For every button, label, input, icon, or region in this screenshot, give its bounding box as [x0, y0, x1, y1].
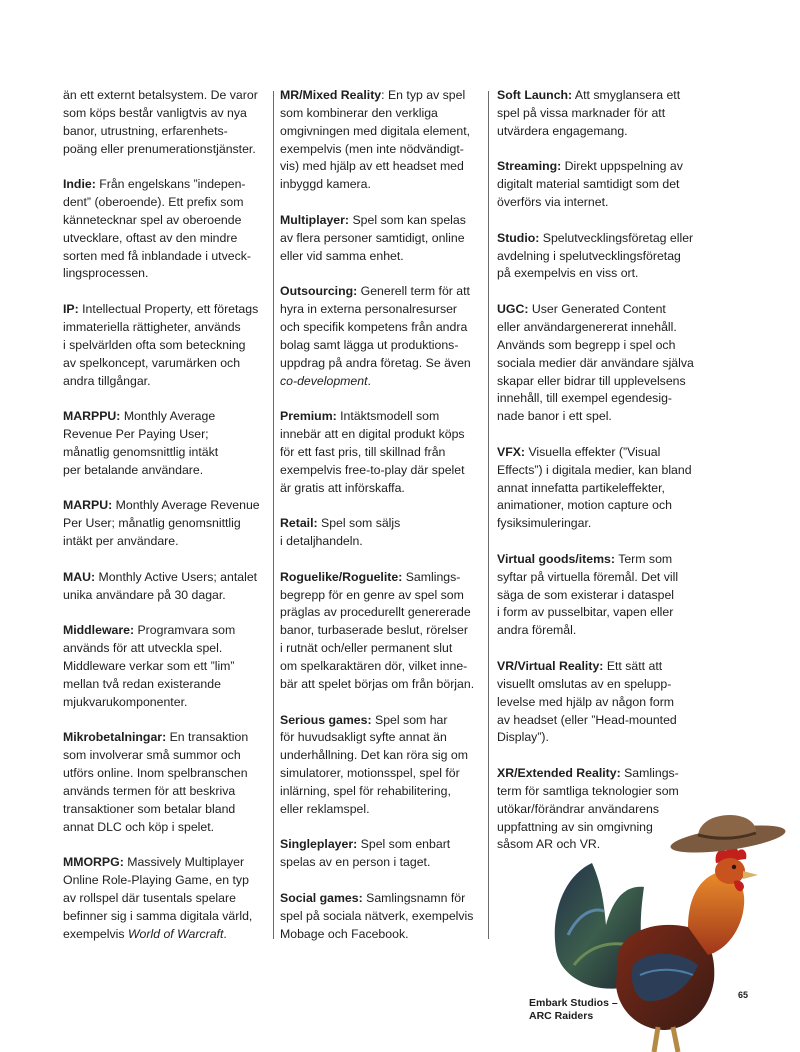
entry-line: [497, 319, 702, 337]
glossary-term: Mikrobetalningar:: [63, 730, 167, 745]
definition-text: än ett externt betalsystem. De varor: [63, 88, 258, 102]
definition-text: lingsprocessen.: [63, 266, 149, 281]
entry-line: [280, 676, 480, 694]
glossary-term: Multiplayer:: [280, 212, 350, 227]
glossary-term: Social games:: [280, 890, 363, 905]
glossary-term: Retail:: [280, 516, 318, 531]
definition-text: Att smyglansera ett: [574, 88, 681, 102]
entry-line: [63, 658, 263, 676]
glossary-term: Outsourcing:: [280, 284, 358, 299]
entry-line: [280, 747, 480, 765]
definition-text: fysiksimuleringar.: [497, 516, 592, 531]
glossary-entry: [497, 158, 702, 212]
definition-text: eller vid samma enhet.: [280, 248, 404, 263]
glossary-term: Serious games:: [280, 712, 372, 727]
entry-line: [280, 604, 480, 622]
entry-line: [497, 176, 702, 194]
definition-text: används termen för att beskriva: [63, 783, 236, 798]
definition-text: andra tillgångar.: [63, 373, 151, 388]
entry-line: [63, 230, 263, 248]
entry-line: [280, 783, 480, 801]
definition-text: Intäktsmodell som: [340, 409, 440, 424]
entry-line: [497, 373, 702, 391]
definition-text: simulatorer, motionsspel, spel för: [280, 766, 460, 781]
entry-line: [63, 497, 263, 515]
entry-line: [63, 569, 263, 587]
punctuation: .: [223, 926, 227, 941]
entry-line: [63, 801, 263, 819]
entry-line: [280, 890, 480, 908]
entry-line: [63, 265, 263, 283]
glossary-entry: [63, 176, 263, 283]
entry-line: [63, 141, 263, 159]
definition-text: Generell term för att: [360, 284, 470, 299]
glossary-entry: [497, 444, 702, 533]
glossary-term: MR/Mixed Reality: [280, 88, 382, 102]
glossary-term: MMORPG:: [63, 855, 124, 870]
entry-line: [280, 569, 480, 587]
definition-text: sorten med få inblandade i utveck-: [63, 248, 251, 263]
glossary-entry: [280, 569, 480, 694]
entry-line: [497, 515, 702, 533]
glossary-entry: [280, 515, 480, 551]
entry-line: [497, 569, 702, 587]
definition-text: spel på sociala nätverk, exempelvis: [280, 908, 474, 923]
definition-text: Monthly Average Revenue: [115, 498, 260, 513]
entry-line: [280, 640, 480, 658]
entry-line: [63, 373, 263, 391]
entry-line: [497, 729, 702, 747]
definition-text: Spel som kan spelas: [352, 212, 466, 227]
entry-line: [63, 248, 263, 266]
glossary-term: XR/Extended Reality:: [497, 766, 621, 781]
definition-text: används för att utveckla spel.: [63, 641, 223, 656]
glossary-entry: [280, 283, 480, 390]
entry-line: [280, 87, 480, 105]
definition-text: Middleware verkar som ett ”lim”: [63, 659, 235, 673]
entry-line: [63, 890, 263, 908]
entry-line: [497, 712, 702, 730]
definition-text: utförs online. Inom spelbranschen: [63, 766, 248, 781]
entry-line: [280, 212, 480, 230]
entry-line: [280, 105, 480, 123]
definition-text: av headset (eller ”Head-mounted: [497, 712, 677, 727]
glossary-term: IP:: [63, 302, 79, 317]
definition-text: Monthly Active Users; antalet: [98, 569, 258, 584]
glossary-term: Premium:: [280, 409, 337, 424]
entry-line: [280, 533, 480, 551]
entry-line: [280, 426, 480, 444]
definition-text: Samlings-: [624, 766, 679, 781]
entry-line: [63, 194, 263, 212]
entry-line: [63, 515, 263, 533]
glossary-entry: [280, 212, 480, 266]
definition-text: uppfattning av sin omgivning: [497, 819, 653, 834]
entry-line: [63, 301, 263, 319]
definition-text: transaktioner som betalar bland: [63, 801, 236, 816]
glossary-entry: [63, 729, 263, 836]
glossary-term: Indie:: [63, 177, 96, 192]
caption-studio: Embark Studios –: [529, 997, 618, 1009]
entry-line: [497, 658, 702, 676]
entry-line: [497, 123, 702, 141]
glossary-entry: [497, 551, 702, 640]
entry-line: [280, 444, 480, 462]
entry-line: [63, 765, 263, 783]
definition-text: digitalt material samtidigt som det: [497, 177, 680, 192]
entry-line: [497, 444, 702, 462]
entry-line: [280, 622, 480, 640]
entry-line: [280, 836, 480, 854]
definition-text: spelas av en person i taget.: [280, 855, 431, 870]
definition-text: Monthly Average: [123, 409, 216, 424]
entry-line: [280, 462, 480, 480]
definition-text: Samlingsnamn för: [366, 890, 466, 905]
entry-line: [280, 141, 480, 159]
glossary-entry: [63, 408, 263, 479]
entry-line: [63, 676, 263, 694]
definition-text: kännetecknar spel av oberoende: [63, 212, 242, 227]
definition-text: Spel som enbart: [360, 837, 451, 852]
definition-text: annat innefatta partikeleffekter,: [497, 480, 665, 495]
entry-line: [63, 212, 263, 230]
glossary-entry: [280, 408, 480, 497]
italic-reference: World of Warcraft: [127, 926, 224, 941]
definition-text: banor, turbaserade beslut, rörelser: [280, 623, 468, 638]
definition-text: levelse med hjälp av någon form: [497, 694, 675, 709]
entry-line: [280, 587, 480, 605]
definition-text: som köps består vanligtvis av nya: [63, 105, 247, 120]
glossary-entry: [63, 854, 263, 943]
glossary-entry: [280, 712, 480, 819]
definition-text: i rutnät och/eller permanent slut: [280, 641, 453, 656]
entry-line: [63, 87, 263, 105]
definition-text: poäng eller prenumerationstjänster.: [63, 141, 256, 156]
definition-text: av spelkoncept, varumärken och: [63, 355, 241, 370]
punctuation: .: [367, 373, 371, 388]
definition-text: exempelvis (men inte nödvändigt-: [280, 141, 464, 156]
definition-text: omgivningen med digitala element,: [280, 123, 471, 138]
entry-line: [497, 105, 702, 123]
definition-text: avdelning i spelutvecklingsföretag: [497, 248, 681, 263]
glossary-term: MARPU:: [63, 498, 113, 513]
glossary-entry: [280, 890, 480, 944]
entry-line: [497, 587, 702, 605]
entry-line: [280, 176, 480, 194]
glossary-entry: [497, 230, 702, 284]
entry-line: [280, 373, 480, 391]
definition-text: hyra in externa personalresurser: [280, 302, 458, 317]
glossary-term: UGC:: [497, 302, 529, 317]
entry-line: [497, 408, 702, 426]
definition-text: för huvudsakligt syfte annat än: [280, 730, 447, 745]
entry-line: [63, 622, 263, 640]
entry-line: [497, 783, 702, 801]
entry-line: [497, 694, 702, 712]
definition-text: på exempelvis en viss ort.: [497, 266, 639, 281]
definition-text: Massively Multiplayer: [127, 855, 245, 870]
entry-line: [280, 712, 480, 730]
definition-text: är gratis att införskaffa.: [280, 480, 405, 495]
entry-line: [63, 854, 263, 872]
entry-line: [280, 123, 480, 141]
definition-text: sociala medier där användare själva: [497, 355, 694, 370]
definition-text: Term som: [618, 551, 673, 566]
entry-line: [497, 355, 702, 373]
definition-text: i detaljhandeln.: [280, 534, 363, 549]
entry-line: [280, 765, 480, 783]
entry-line: [63, 176, 263, 194]
definition-text: utvecklare, oftast av den mindre: [63, 230, 238, 245]
definition-text: såsom AR och VR.: [497, 837, 601, 852]
definition-text: exempelvis free-to-play där spelet: [280, 462, 465, 477]
definition-text: mellan två redan existerande: [63, 676, 221, 691]
column-rule-1: [273, 91, 274, 939]
definition-text: säga de som existerar i dataspel: [497, 587, 675, 602]
entry-line: [497, 194, 702, 212]
definition-text: av rollspel där tusentals spelare: [63, 890, 236, 905]
glossary-term: Studio:: [497, 230, 540, 245]
entry-line: [497, 337, 702, 355]
rooster-beak: [743, 871, 758, 879]
definition-text: annat DLC och köp i spelet.: [63, 819, 215, 834]
definition-text: Online Role-Playing Game, en typ: [63, 873, 249, 888]
entry-line: [497, 301, 702, 319]
entry-line: [63, 587, 263, 605]
entry-line: [280, 658, 480, 676]
entry-line: [63, 426, 263, 444]
glossary-entry: [497, 658, 702, 747]
page-number: 65: [738, 990, 749, 1000]
definition-text: befinner sig i samma digitala värld,: [63, 908, 253, 923]
definition-text: Från engelskans ”indepen-: [99, 177, 246, 192]
definition-text: överförs via internet.: [497, 195, 609, 210]
definition-text: månatlig genomsnittlig intäkt: [63, 444, 219, 459]
definition-text: Direkt uppspelning av: [564, 159, 683, 174]
entry-line: [497, 551, 702, 569]
definition-text: User Generated Content: [531, 302, 666, 317]
definition-text: nade banor i ett spel.: [497, 409, 612, 424]
glossary-entry: [63, 301, 263, 390]
entry-line: [497, 676, 702, 694]
entry-line: [497, 480, 702, 498]
entry-line: [280, 283, 480, 301]
glossary-term: Streaming:: [497, 159, 562, 174]
entry-line: [280, 854, 480, 872]
definition-text: för ett fast pris, till skillnad från: [280, 444, 446, 459]
definition-text: i form av pusselbitar, vapen eller: [497, 605, 674, 620]
definition-text: Effects”) i digitala medier, kan bland: [497, 462, 692, 477]
entry-line: [280, 908, 480, 926]
entry-line: [63, 462, 263, 480]
definition-text: uppdrag på andra företag. Se även: [280, 355, 471, 370]
entry-line: [63, 926, 263, 944]
entry-line: [63, 747, 263, 765]
definition-text: utökar/förändrar användarens: [497, 801, 660, 816]
entry-line: [280, 355, 480, 373]
definition-text: syftar på virtuella föremål. Det vill: [497, 569, 679, 584]
glossary-term: VFX:: [497, 444, 526, 459]
definition-text: vis) med hjälp av ett headset med: [280, 159, 464, 174]
definition-text: inbyggd kamera.: [280, 177, 371, 192]
entry-line: [63, 444, 263, 462]
entry-line: [497, 265, 702, 283]
rooster-head: [715, 858, 745, 884]
definition-text: dent” (oberoende). Ett prefix som: [63, 195, 244, 210]
image-caption: [529, 997, 618, 1023]
entry-line: [497, 158, 702, 176]
definition-text: som involverar små summor och: [63, 748, 241, 763]
definition-text: Programvara som: [137, 623, 236, 638]
glossary-term: Virtual goods/items:: [497, 551, 615, 566]
definition-text: andra föremål.: [497, 623, 577, 638]
definition-text: Spel som har: [375, 712, 448, 727]
entry-line: [497, 604, 702, 622]
definition-text: Ett sätt att: [606, 659, 663, 673]
definition-text: Per User; månatlig genomsnittlig: [63, 516, 241, 531]
definition-text: i spelvärlden ofta som beteckning: [63, 337, 246, 352]
glossary-term: MAU:: [63, 569, 96, 584]
definition-text: mjukvarukomponenter.: [63, 694, 188, 709]
definition-text: Revenue Per Paying User;: [63, 427, 209, 442]
definition-text: innebär att en digital produkt köps: [280, 427, 465, 442]
definition-text: immateriella rättigheter, används: [63, 319, 241, 334]
definition-text: präglas av procedurellt genererade: [280, 605, 471, 620]
definition-text: som kombinerar den verkliga: [280, 105, 438, 120]
glossary-term: Singleplayer:: [280, 837, 358, 852]
definition-text: per betalande användare.: [63, 462, 204, 477]
definition-text: bolag samt lägga ut produktions-: [280, 337, 459, 352]
glossary-entry: [280, 836, 480, 872]
entry-line: [63, 123, 263, 141]
caption-game: ARC Raiders: [529, 1010, 594, 1022]
definition-text: eller användargenererat innehåll.: [497, 319, 677, 334]
definition-text: inlärning, spel för rehabilitering,: [280, 783, 451, 798]
definition-text: exempelvis: [63, 926, 128, 941]
glossary-entry: [497, 87, 702, 141]
definition-text: : En typ av spel: [381, 88, 466, 102]
entry-line: [63, 105, 263, 123]
definition-text: spel på vissa marknader för att: [497, 105, 666, 120]
entry-line: [497, 765, 702, 783]
entry-line: [63, 640, 263, 658]
glossary-term: Roguelike/Roguelite:: [280, 569, 403, 584]
entry-line: [280, 301, 480, 319]
glossary-column-3: [497, 87, 702, 872]
italic-reference: co-development: [280, 373, 368, 388]
glossary-term: MARPPU:: [63, 409, 121, 424]
glossary-entry: [497, 301, 702, 426]
entry-line: [63, 408, 263, 426]
definition-text: intäkt per användare.: [63, 534, 179, 549]
entry-line: [497, 248, 702, 266]
entry-line: [280, 729, 480, 747]
entry-line: [280, 158, 480, 176]
glossary-term: Middleware:: [63, 623, 135, 638]
definition-text: Display”).: [497, 730, 549, 745]
glossary-entry: [63, 87, 263, 158]
definition-text: innehåll, till exempel egendesig-: [497, 391, 672, 406]
entry-line: [63, 355, 263, 373]
definition-text: skapar eller bidrar till upplevelsens: [497, 373, 686, 388]
definition-text: om spelkaraktären dör, vilket inne-: [280, 659, 468, 673]
glossary-entry: [63, 622, 263, 711]
entry-line: [280, 801, 480, 819]
definition-text: unika användare på 30 dagar.: [63, 587, 226, 602]
glossary-column-1: [63, 87, 263, 961]
entry-line: [497, 622, 702, 640]
entry-line: [497, 497, 702, 515]
entry-line: [63, 908, 263, 926]
entry-line: [63, 319, 263, 337]
definition-text: animationer, motion capture och: [497, 498, 672, 513]
definition-text: och specifik kompetens från andra: [280, 319, 468, 334]
definition-text: bär att spelet börjas om från början.: [280, 676, 475, 691]
entry-line: [63, 694, 263, 712]
glossary-entry: [63, 569, 263, 605]
glossary-entry: [63, 497, 263, 551]
entry-line: [280, 319, 480, 337]
definition-text: Används som begrepp i spel och: [497, 337, 676, 352]
definition-text: underhållning. Det kan röra sig om: [280, 748, 468, 763]
entry-line: [497, 462, 702, 480]
glossary-term: Soft Launch:: [497, 88, 573, 102]
entry-line: [497, 390, 702, 408]
rooster-legs: [654, 1027, 678, 1052]
definition-text: En transaktion: [169, 730, 249, 745]
entry-line: [280, 248, 480, 266]
entry-line: [63, 729, 263, 747]
definition-text: Mobage och Facebook.: [280, 926, 409, 941]
definition-text: eller reklamspel.: [280, 801, 370, 816]
definition-text: Visuella effekter (”Visual: [528, 444, 661, 459]
entry-line: [63, 533, 263, 551]
entry-line: [63, 337, 263, 355]
definition-text: Spelutvecklingsföretag eller: [542, 230, 694, 245]
definition-text: utvärdera engagemang.: [497, 123, 628, 138]
column-rule-2: [488, 91, 489, 939]
glossary-column-2: [280, 87, 480, 961]
definition-text: visuellt omslutas av en spelupp-: [497, 676, 672, 691]
entry-line: [497, 230, 702, 248]
entry-line: [63, 872, 263, 890]
entry-line: [497, 87, 702, 105]
definition-text: av flera personer samtidigt, online: [280, 230, 465, 245]
glossary-entry: [280, 87, 480, 194]
definition-text: Intellectual Property, ett företags: [82, 302, 259, 317]
definition-text: begrepp för en genre av spel som: [280, 587, 464, 602]
definition-text: Spel som säljs: [321, 516, 401, 531]
entry-line: [63, 819, 263, 837]
definition-text: term för samtliga teknologier som: [497, 783, 679, 798]
entry-line: [280, 408, 480, 426]
entry-line: [63, 783, 263, 801]
entry-line: [280, 515, 480, 533]
entry-line: [280, 230, 480, 248]
glossary-term: VR/Virtual Reality:: [497, 659, 604, 673]
entry-line: [280, 337, 480, 355]
entry-line: [280, 926, 480, 944]
definition-text: Samlings-: [405, 569, 461, 584]
definition-text: banor, utrustning, erfarenhets-: [63, 123, 228, 138]
entry-line: [280, 480, 480, 498]
